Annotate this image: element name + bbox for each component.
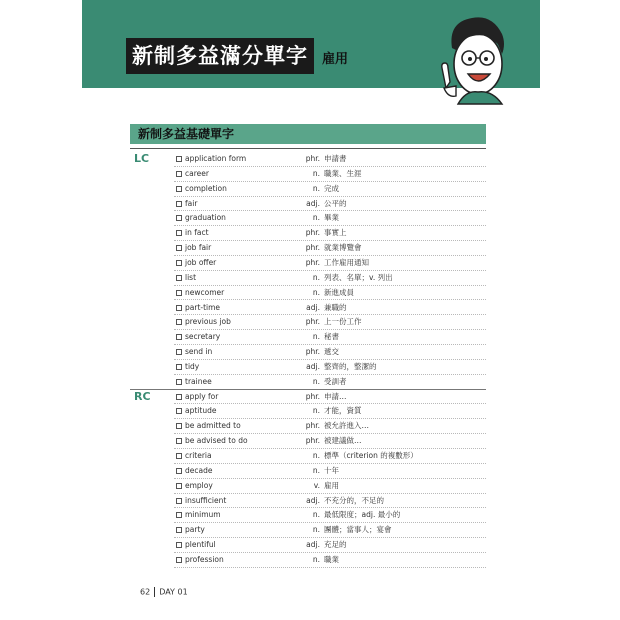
part-of-speech: adj. <box>306 495 320 505</box>
definition: 職業 <box>324 554 339 564</box>
checkbox-icon[interactable] <box>176 260 182 266</box>
checkbox-icon[interactable] <box>176 349 182 355</box>
vocab-word: criteria <box>185 451 212 460</box>
vocab-word: aptitude <box>185 406 217 416</box>
vocab-row <box>174 553 486 568</box>
vocab-row <box>174 211 486 226</box>
definition: 秘書 <box>324 332 339 342</box>
part-of-speech: phr. <box>305 317 320 327</box>
vocab-row <box>174 464 486 479</box>
vocab-row <box>174 360 486 375</box>
vocab-word: secretary <box>185 332 221 342</box>
vocab-row <box>174 167 486 182</box>
part-of-speech: n. <box>312 376 320 386</box>
checkbox-icon[interactable] <box>176 557 182 563</box>
vocab-word: list <box>185 272 197 282</box>
definition: 申請… <box>324 391 347 401</box>
part-of-speech: n. <box>312 168 320 178</box>
checkbox-icon[interactable] <box>176 542 182 548</box>
definition: 職業、生涯 <box>324 168 362 178</box>
vocab-row <box>174 271 486 286</box>
vocab-row <box>174 508 486 523</box>
vocab-word: job fair <box>185 243 212 253</box>
part-of-speech: phr. <box>305 228 320 238</box>
checkbox-icon[interactable] <box>176 408 182 414</box>
definition: 畢業 <box>324 213 339 223</box>
chapter-subtitle: 雇用 <box>322 52 349 67</box>
definition: 事實上 <box>324 228 347 238</box>
vocab-word: send in <box>185 347 213 357</box>
checkbox-icon[interactable] <box>176 512 182 518</box>
part-of-speech: n. <box>312 451 320 460</box>
checkbox-icon[interactable] <box>176 305 182 311</box>
definition: 受訓者 <box>324 376 347 386</box>
vocab-word: fair <box>185 198 198 208</box>
definition: 被允許進入… <box>324 421 369 431</box>
vocab-word: be advised to do <box>185 436 248 446</box>
part-of-speech: v. <box>313 480 320 490</box>
definition: 列表、名單；v. 列出 <box>324 272 393 282</box>
vocab-row <box>174 301 486 316</box>
checkbox-icon[interactable] <box>176 423 182 429</box>
vocab-word: employ <box>185 480 213 490</box>
vocab-word: completion <box>185 183 227 193</box>
definition: 遞交 <box>324 347 339 357</box>
page-number: 62 <box>140 587 151 597</box>
part-of-speech: n. <box>312 183 320 193</box>
group-label: RC <box>134 389 151 403</box>
part-of-speech: n. <box>312 554 320 564</box>
vocab-row <box>174 286 486 301</box>
vocab-row <box>174 182 486 197</box>
vocab-row <box>174 197 486 212</box>
vocab-row <box>174 434 486 449</box>
checkbox-icon[interactable] <box>176 527 182 533</box>
part-of-speech: adj. <box>306 361 320 371</box>
checkbox-icon[interactable] <box>176 364 182 370</box>
vocab-row <box>174 375 486 390</box>
vocab-word: previous job <box>185 317 231 327</box>
definition: 被建議做… <box>324 436 362 446</box>
vocab-word: be admitted to <box>185 421 241 431</box>
part-of-speech: adj. <box>306 540 320 550</box>
checkbox-icon[interactable] <box>176 379 182 385</box>
checkbox-icon[interactable] <box>176 156 182 162</box>
vocab-word: minimum <box>185 510 221 520</box>
definition: 公平的 <box>324 198 347 208</box>
part-of-speech: n. <box>312 272 320 282</box>
part-of-speech: n. <box>312 332 320 342</box>
checkbox-icon[interactable] <box>176 498 182 504</box>
vocab-word: tidy <box>185 361 200 371</box>
vocab-word: plentiful <box>185 540 216 550</box>
vocab-row <box>174 523 486 538</box>
checkbox-icon[interactable] <box>176 186 182 192</box>
vocab-row <box>174 390 486 405</box>
definition: 最低限度；adj. 最小的 <box>324 510 401 520</box>
checkbox-icon[interactable] <box>176 171 182 177</box>
vocab-word: party <box>185 525 205 535</box>
vocab-row <box>174 330 486 345</box>
vocab-row <box>174 538 486 553</box>
section-divider <box>130 148 486 149</box>
part-of-speech: n. <box>312 213 320 223</box>
vocab-row <box>174 315 486 330</box>
definition: 就業博覽會 <box>324 243 362 253</box>
vocab-word: application form <box>185 154 247 163</box>
part-of-speech: phr. <box>305 347 320 357</box>
checkbox-icon[interactable] <box>176 483 182 489</box>
checkbox-icon[interactable] <box>176 319 182 325</box>
vocab-row <box>174 256 486 271</box>
page-footer <box>140 587 188 597</box>
vocab-word: decade <box>185 465 213 475</box>
vocab-row <box>174 226 486 241</box>
vocab-row <box>174 241 486 256</box>
part-of-speech: n. <box>312 510 320 520</box>
checkbox-icon[interactable] <box>176 275 182 281</box>
definition: 雇用 <box>324 480 339 490</box>
part-of-speech: phr. <box>305 421 320 431</box>
vocab-word: insufficient <box>185 495 227 505</box>
definition: 申請書 <box>324 154 347 163</box>
vocab-word: apply for <box>185 391 219 401</box>
checkbox-icon[interactable] <box>176 453 182 459</box>
vocab-word: newcomer <box>185 287 225 297</box>
checkbox-icon[interactable] <box>176 245 182 251</box>
vocab-row <box>174 449 486 464</box>
part-of-speech: n. <box>312 406 320 416</box>
definition: 十年 <box>324 465 339 475</box>
vocab-row <box>174 419 486 434</box>
definition: 上一份工作 <box>324 317 362 327</box>
part-of-speech: phr. <box>305 391 320 401</box>
part-of-speech: n. <box>312 465 320 475</box>
part-of-speech: n. <box>312 525 320 535</box>
checkbox-icon[interactable] <box>176 215 182 221</box>
vocab-row <box>174 152 486 167</box>
part-of-speech: adj. <box>306 198 320 208</box>
teacher-mascot-icon <box>426 8 526 108</box>
definition: 充足的 <box>324 540 347 550</box>
vocab-word: part-time <box>185 302 221 312</box>
definition: 完成 <box>324 183 339 193</box>
checkbox-icon[interactable] <box>176 438 182 444</box>
checkbox-icon[interactable] <box>176 334 182 340</box>
definition: 不充分的，不足的 <box>324 495 384 505</box>
vocab-word: in fact <box>185 228 209 238</box>
definition: 新進成員 <box>324 287 354 297</box>
vocab-word: trainee <box>185 376 212 386</box>
vocab-row <box>174 345 486 360</box>
part-of-speech: phr. <box>305 257 320 267</box>
vocab-word: profession <box>185 554 224 564</box>
checkbox-icon[interactable] <box>176 201 182 207</box>
vocab-row <box>174 404 486 419</box>
definition: 工作雇用通知 <box>324 257 369 267</box>
vocab-word: graduation <box>185 213 226 223</box>
vocab-word: career <box>185 168 209 178</box>
definition: 標準（criterion 的複數形） <box>324 451 418 460</box>
checkbox-icon[interactable] <box>176 230 182 236</box>
part-of-speech: phr. <box>305 154 320 163</box>
definition: 團體；當事人；宴會 <box>324 525 392 535</box>
definition: 才能，資質 <box>324 406 362 416</box>
checkbox-icon[interactable] <box>176 394 182 400</box>
definition: 整齊的，整潔的 <box>324 361 377 371</box>
day-label: DAY 01 <box>159 587 188 597</box>
vocab-word: job offer <box>185 257 217 267</box>
part-of-speech: phr. <box>305 436 320 446</box>
vocab-row <box>174 479 486 494</box>
definition: 兼職的 <box>324 302 347 312</box>
book-title: 新制多益滿分單字 <box>126 38 314 74</box>
part-of-speech: n. <box>312 287 320 297</box>
vocab-row <box>174 494 486 509</box>
checkbox-icon[interactable] <box>176 290 182 296</box>
checkbox-icon[interactable] <box>176 468 182 474</box>
part-of-speech: phr. <box>305 243 320 253</box>
part-of-speech: adj. <box>306 302 320 312</box>
group-label: LC <box>134 152 150 165</box>
section-title: 新制多益基礎單字 <box>130 124 486 144</box>
